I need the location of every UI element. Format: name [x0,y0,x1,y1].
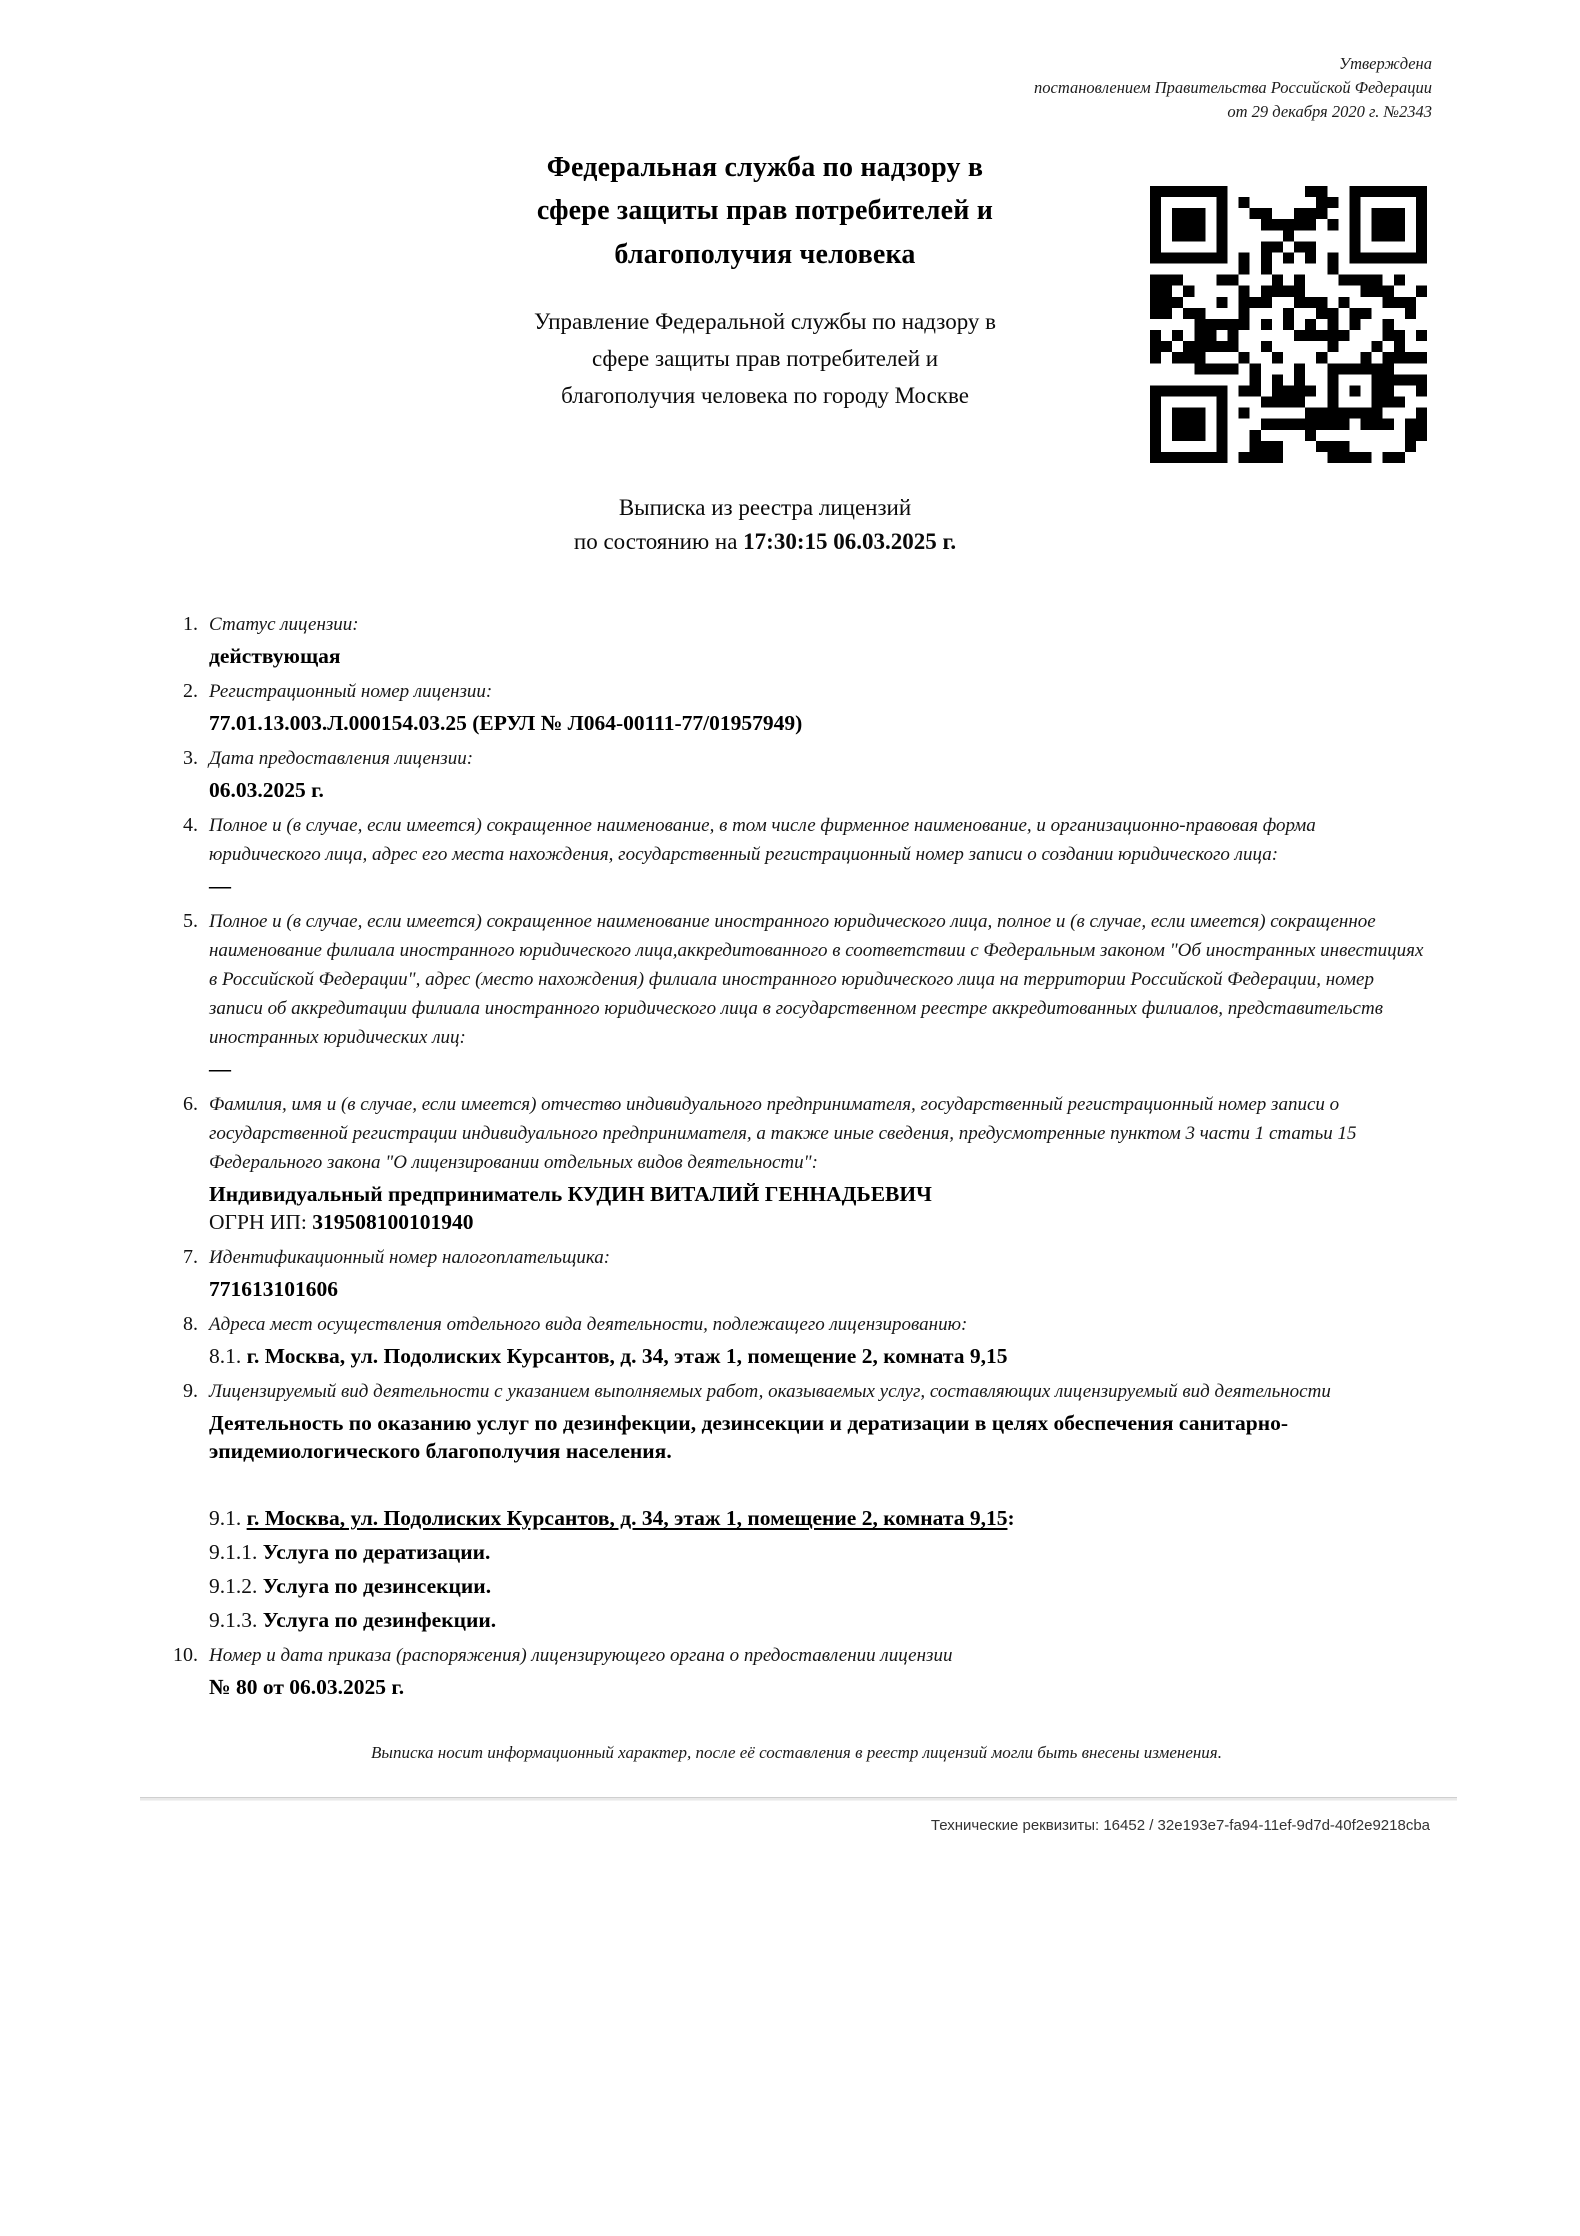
item-number: 6. [183,1093,198,1115]
item-number: 9. [183,1380,198,1402]
ogrn-label: ОГРН ИП: [209,1210,307,1234]
extract-asof-prefix: по состоянию на [573,529,738,555]
spacer [209,1465,1430,1501]
field-label: Адреса мест осуществления отдельного вида деятельности, подлежащего лицензированию: [209,1314,968,1335]
service-number: 9.1.3. [209,1608,258,1632]
field-label: Номер и дата приказа (распоряжения) лицензирующего органа о предоставлении лицензии [209,1645,953,1666]
service-line [209,1572,1430,1600]
extract-asof-line [165,525,1365,560]
activity-address-number: 9.1. [209,1506,242,1530]
field-label: Полное и (в случае, если имеется) сокращенное наименование, в том числе фирменное наименование, и организационно-правовая форма юридического лица, адрес его места нахождения, государственный регистрационный номер записи о создании юридического лица: [209,815,1316,865]
field-legal-entity [163,811,1430,900]
field-registration-number [163,677,1430,737]
field-grant-date [163,744,1430,804]
approval-line: постановлением Правительства Российской Федерации [1034,77,1432,97]
entrepreneur-name: Индивидуальный предприниматель КУДИН ВИТАЛИЙ ГЕННАДЬЕВИЧ [209,1182,932,1206]
address-value: г. Москва, ул. Подолиских Курсантов, д. 34, этаж 1, помещение 2, комната 9,15 [246,1344,1008,1368]
department-subtitle-line: сфере защиты прав потребителей и [591,345,939,371]
technical-requisites: Технические реквизиты: 16452 / 32e193e7-fa94-11ef-9d7d-40f2e9218cba [930,1817,1430,1834]
service-line [209,1538,1430,1566]
extract-title [165,491,1365,560]
service-text: Услуга по дезинсекции. [262,1574,492,1598]
department-subtitle [165,304,1365,414]
approval-line: от 29 декабря 2020 г. №2343 [1227,101,1432,121]
item-number: 4. [183,814,198,836]
activity-address-value: г. Москва, ул. Подолиских Курсантов, д. 34, этаж 1, помещение 2, комната 9,15 [246,1506,1008,1530]
field-label: Статус лицензии: [209,614,359,635]
field-licensed-activity [163,1377,1430,1634]
agency-title-line: благополучия человека [614,238,916,270]
field-value: 77.01.13.003.Л.000154.03.25 (ЕРУЛ № Л064-00111-77/01957949) [209,711,803,735]
informational-note: Выписка носит информационный характер, после её составления в реестр лицензий могли быть внесены изменения. [371,1743,1222,1762]
field-value: 771613101606 [209,1277,338,1301]
service-text: Услуга по дезинфекции. [262,1608,497,1632]
field-order-number [163,1641,1430,1701]
item-number: 7. [183,1246,198,1268]
agency-title [165,146,1365,276]
field-label: Полное и (в случае, если имеется) сокращенное наименование иностранного юридического лица, полное и (в случае, если имеется) сокращенное наименование филиала иностранного юридического лица,аккредитованного в соответствии с Федеральным законом "Об иностранных инвестициях в Российской Федерации", адрес (место нахождения) филиала иностранного юридического лица на территории Российской Федерации, номер записи об аккредитации филиала иностранного юридического лица в государственном реестре аккредитованных филиалов, представительств иностранных юридических лиц: [209,911,1424,1048]
service-line [209,1606,1430,1634]
field-value: № 80 от 06.03.2025 г. [209,1675,405,1699]
department-subtitle-line: благополучия человека по городу Москве [561,382,969,408]
field-entrepreneur [163,1090,1430,1236]
agency-title-line: сфере защиты прав потребителей и [536,195,994,227]
department-subtitle-line: Управление Федеральной службы по надзору в [533,309,997,335]
approval-line: Утверждена [1339,54,1432,73]
document-header [165,146,1365,560]
field-value: 06.03.2025 г. [209,778,324,802]
field-label: Фамилия, имя и (в случае, если имеется) отчество индивидуального предпринимателя, государственный регистрационный номер записи о государственной регистрации индивидуального предпринимателя, а также иные сведения, предусмотренные пунктом 3 части 1 статьи 15 Федерального закона "О лицензировании отдельных видов деятельности": [209,1094,1357,1173]
extract-title-line: Выписка из реестра лицензий [618,494,912,520]
activity-description: Деятельность по оказанию услуг по дезинфекции, дезинсекции и дератизации в целях обеспечения санитарно-эпидемиологического благополучия населения. [209,1411,1289,1463]
field-label: Регистрационный номер лицензии: [209,681,493,702]
ogrn-value: 319508100101940 [312,1210,474,1234]
field-foreign-entity [163,907,1430,1083]
field-value: — [209,1056,231,1081]
item-number: 1. [183,613,198,635]
field-label: Идентификационный номер налогоплательщика: [209,1247,611,1268]
field-label: Дата предоставления лицензии: [209,748,474,769]
field-inn [163,1243,1430,1303]
address-sub-number: 8.1. [209,1344,242,1368]
field-value: действующая [209,644,341,668]
activity-address-line [209,1504,1430,1532]
item-number: 3. [183,747,198,769]
activity-address-colon: : [1007,1506,1015,1530]
service-number: 9.1.1. [209,1540,258,1564]
extract-asof-datetime: 17:30:15 06.03.2025 г. [743,529,957,555]
field-status [163,610,1430,670]
field-value: — [209,873,231,898]
item-number: 5. [183,910,198,932]
item-number: 8. [183,1313,198,1335]
address-line [209,1342,1430,1370]
approval-stamp [1034,52,1432,124]
service-number: 9.1.2. [209,1574,258,1598]
divider-line [140,1797,1457,1801]
item-number: 10. [173,1644,198,1666]
field-activity-addresses [163,1310,1430,1370]
ogrn-line [209,1208,1430,1236]
agency-title-line: Федеральная служба по надзору в [546,152,984,183]
service-text: Услуга по дератизации. [262,1540,491,1564]
item-number: 2. [183,680,198,702]
field-label: Лицензируемый вид деятельности с указанием выполняемых работ, оказываемых услуг, составляющих лицензируемый вид деятельности [209,1381,1331,1402]
